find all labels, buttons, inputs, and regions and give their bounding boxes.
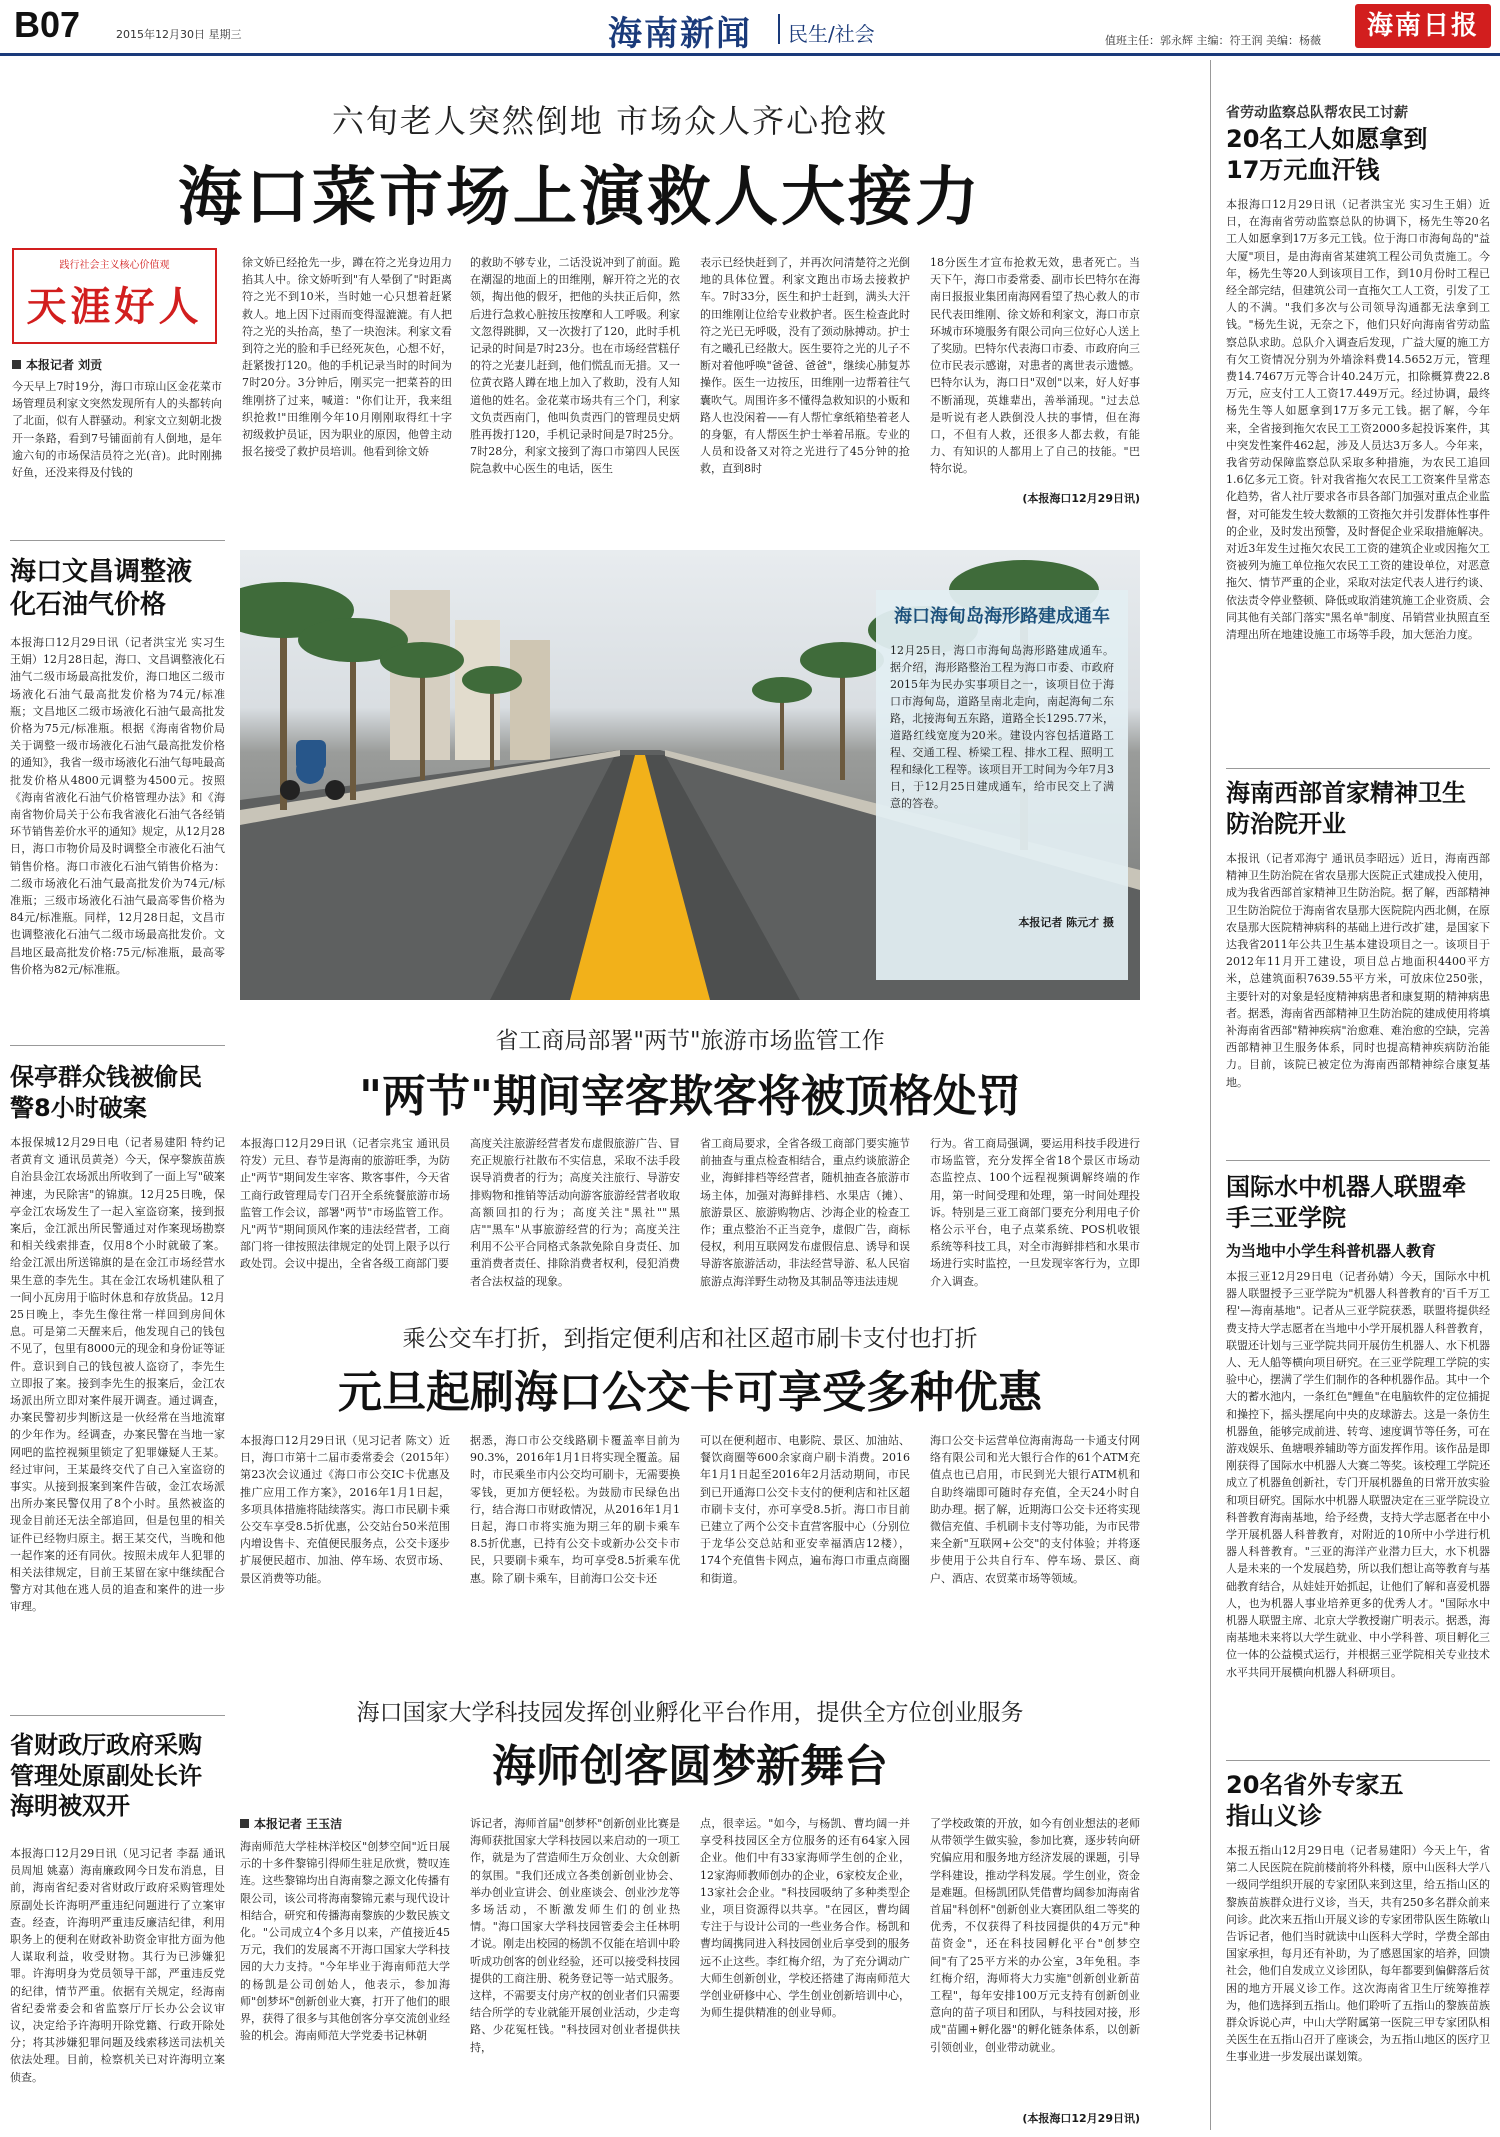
theft-top-rule: [10, 1045, 225, 1046]
road-photo: [240, 550, 1140, 1000]
official-headline: 省财政厅政府采购管理处原副处长许海明被双开: [10, 1731, 202, 1821]
experts-headline: 20名省外专家五指山义诊: [1226, 1771, 1404, 1830]
story1-col3: 的救助不够专业，二话没说冲到了前面。跪在潮湿的地面上的田维刚，解开符之光的衣领，掏出他的假牙，把他的头扶正后仰，然后进行急救心脏按压按摩和人工呼吸。利家文忽得跳脚，又一次拨打了120，此时手机记录的时间是7时23分。也在市场经营糕仔的符之光妻儿赶到，他们慌乱而无措。又一位黄衣路人蹲在地上加入了救助，没有人知道他的姓名。金花菜市场共有三个门，利家文负责西南门，他叫负责西门的管理员史炳胜再拨打120，手机记录时间是7时25分。7时28分，利家文接到了海口市第四人民医院急救中心医生的电话，医生: [470, 256, 680, 476]
bus-kicker: 乘公交车打折，到指定便利店和社区超市刷卡支付也打折: [402, 1326, 978, 1352]
issue-date: 2015年12月30日 星期三: [116, 28, 242, 41]
official-body: 本报海口12月29日讯（见习记者 李磊 通讯员周旭 姚嘉）海南廉政网今日发布消息，目前，海南省纪委对省财政厅政府采购管理处原副处长许海明严重违纪问题进行了立案审查。经查，许海明严重违反廉洁纪律，利用职务上的便利在财政补助资金审批方面为他人谋取利益，收受财物。其行为已涉嫌犯罪。许海明身为党员领导干部，严重违反党的纪律，情节严重。依据有关规定，经海南省纪委常委会和省监察厅厅长办公会议审议，决定给予许海明开除党籍、行政开除处分；将其涉嫌犯罪问题及线索移送司法机关依法处理。目前，检察机关已对许海明立案侦查。: [10, 1847, 225, 2084]
story1-dateline: (本报海口12月29日讯): [1022, 492, 1140, 505]
road-caption-box: [876, 590, 1128, 980]
tourism-col3: 省工商局要求，全省各级工商部门要实施节前抽查与重点检查相结合，重点约谈旅游企业，海鲜排档等经营者，随机抽查各旅游市场主体，加强对海鲜排档、水果店（摊）、旅游景区、旅游购物店、沙海企业的检查工作；重点整治不正当竞争，虚假广告，商标侵权，利用互联网发布虚假信息、诱导和误导游客旅游活动，非法经营导游、私人民宿旅游点海洋野生动物及其制品等违法违规: [700, 1137, 910, 1288]
story1-kicker: 六旬老人突然倒地 市场众人齐心抢救: [331, 102, 889, 140]
robot-headline: 国际水中机器人联盟牵手三亚学院: [1226, 1173, 1466, 1232]
story1-col5: 18分医生才宣布抢救无效，患者死亡。当天下午，海口市委常委、副市长巴特尔在海南日报报业集团南海网看望了热心救人的市民代表田维刚、徐文娇和利家文，海口市京环城市环境服务有限公司向三位好心人送上了奖励。巴特尔代表海口市委、市政府向三位市民表示感谢，对患者的离世表示遗憾。巴特尔认为，海口日"双创"以来，好人好事不断涌现，英雄辈出，善举涌现。"过去总是听说有老人跌倒没人扶的事情，但在海口，不但有人救，还很多人都去救，有能力、有知识的人都用上了自己的技能。"巴特尔说。: [930, 256, 1140, 476]
subsection-title: 民生/社会: [788, 22, 875, 46]
road-body: 12月25日，海口市海甸岛海形路建成通车。据介绍，海形路整治工程为海口市委、市政府2015年为民办实事项目之一，该项目位于海口市海甸岛，道路呈南北走向，南起海甸二东路，北接海甸五东路，道路全长1295.77米，道路红线宽度为20米。建设内容包括道路工程、交通工程、桥梁工程、排水工程、照明工程和绿化工程等。该项目开工时间为今年7月3日，于12月25日建成通车，给市民交上了满意的答卷。: [890, 644, 1114, 811]
logo-text: 海南日报: [1366, 11, 1479, 41]
bus-col2: 据悉，海口市公交线路刷卡覆盖率目前为90.3%，2016年1月1日将实现全覆盖。届时，市民乘坐市内公交均可刷卡，无需要换零钱，更加方便轻松。为鼓励市民绿色出行，结合海口市财政情况，从2016年1月1日起，海口市将实施为期三年的刷卡乘车8.5折优惠，已持有公交卡或新办公交卡市民，只要刷卡乘车，均可享受8.5折乘车优惠。除了刷卡乘车，目前海口公交卡还: [470, 1434, 680, 1585]
fuel-top-rule: [10, 540, 225, 541]
tourism-col1: 本报海口12月29日讯（记者宗兆宝 通讯员符发）元旦、春节是海南的旅游旺季，为防止"两节"期间发生宰客、欺客事件，今天省工商行政管理局专门召开全系统餐旅游市场监管工作会议，部署"两节"市场监管工作。凡"两节"期间顶风作案的违法经营者，工商部门将一律按照法律规定的处罚上限予以行政处罚。会议中提出，全省各级工商部门要: [240, 1137, 450, 1271]
story1-col1: 今天早上7时19分，海口市琼山区金花菜市场管理员利家文突然发现所有人的头都转向了北面，似有人群骚动。利家文立刻朝北拨开一条路，看到7号铺面前有人倒地，是年逾六旬的市场保洁员符之光(音)。此时刚拂好鱼，还没来得及付钱的: [12, 380, 222, 480]
hackers-byline-text: 本报记者 王玉洁: [254, 1817, 343, 1831]
experts-top-rule: [1226, 1760, 1490, 1761]
hackers-headline: 海师创客圆梦新舞台: [492, 1741, 888, 1792]
tourism-kicker: 省工商局部署"两节"旅游市场监管工作: [495, 1028, 885, 1054]
mental-body: 本报讯（记者邓海宁 通讯员李昭远）近日，海南西部精神卫生防治院在省农垦那大医院正式建成投入使用，成为我省西部首家精神卫生防治院。据了解，西部精神卫生防治院位于海南省农垦那大医院院内西北侧，在原农垦那大医院精神病科的基础上进行改扩建，是国家下达我省2011年公共卫生基本建设项目之一。该项目于2012年11月开工建设，项目总占地面积4400平方米，总建筑面积7639.55平方米，可放床位250张，主要针对的对象是轻度精神病患者和康复期的精神病患者。据悉，海南省西部精神卫生防治院的建成使用将填补海南省西部"精神疾病"治愈难、难治愈的空缺，完善西部精神卫生服务体系，同时也提高精神疾病防治能力。目前，该院已被定位为海南西部精神综合康复基地。: [1226, 852, 1490, 1089]
road-photo-credit: 本报记者 陈元才 摄: [1018, 916, 1114, 930]
wages-headline: 20名工人如愿拿到17万元血汗钱: [1226, 125, 1428, 184]
tourism-col2: 高度关注旅游经营者发布虚假旅游广告、冒充正规旅行社散布不实信息，采取不法手段误导消费者的行为；高度关注旅行、导游安排购物和推销等活动向游客旅游经营者收取高额回扣的行为；高度关注"黑社""黑店""黑车"从事旅游经营的行为；高度关注利用不公平合同格式条款免除自身责任、加重消费者责任、排除消费者权利，侵犯消费者合法权益的现象。: [470, 1137, 680, 1288]
fuel-headline: 海口文昌调整液化石油气价格: [10, 557, 193, 621]
fuel-body: 本报海口12月29日讯（记者洪宝光 实习生王娟）12月28日起，海口、文昌调整液化石油气二级市场最高批发价，海口地区二级市场液化石油气最高批发价格为74元/标准瓶；文昌地区二级市场液化石油气最高批发价格为75元/标准瓶。根据《海南省物价局关于调整一级市场液化石油气最高批发价格的通知》，我省一级市场液化石油气每吨最高批发价格从4800元调整为4500元。按照《海南省液化石油气价格管理办法》和《海南省物价局关于公布我省液化石油气各经销环节销售差价水平的通知》规定，从12月28日，海口市物价局及时调整全市液化石油气销售价格。海口市液化石油气销售价格为：二级市场液化石油气最高批发价为74元/标准瓶；三级市场液化石油气最高零售价格为84元/标准瓶。同样，12月28日起，文昌市也调整液化石油气二级市场最高批发价。文昌地区最高批发价格:75元/标准瓶，最高零售价格为82元/标准瓶。: [10, 636, 225, 976]
story1-byline: [12, 356, 102, 373]
story1-headline: 海口菜市场上演救人大接力: [178, 161, 982, 235]
hackers-col1: 海南师范大学桂林洋校区"创梦空间"近日展示的十多件黎锦引得师生驻足欣赏，赞叹连连。这些黎锦均出自海南黎之源文化传播有限公司，该公司将海南黎锦元素与现代设计相结合，研究和传播海南黎族的少数民族文化。"公司成立4个多月以来，产值接近45万元，我们的发展离不开海口国家大学科技园的大力支持。"今年毕业于海南师范大学的杨凯是公司创始人，他表示，参加海师"创梦坏"创新创业大赛，打开了他们的眼界，获得了很多与其他创客分享交流创业经验的机会。海南师范大学党委书记林朝: [240, 1840, 450, 2043]
hackers-col2: 诉记者，海师首届"创梦杯"创新创业比赛是海师获批国家大学科技园以来启动的一项工作，就是为了营造师生万众创业、大众创新的氛围。"我们还成立各类创新创业协会、举办创业宣讲会、创业座谈会、创业沙龙等多场活动，不断激发师生们的创业热情。"海口国家大学科技园管委会主任林明才说。刚走出校园的杨凯不仅能在培训中聆听成功创客的创业经验，还可以接受科技园提供的工商注册、税务登记等一站式服务。这样，不需要支付房产权的创业者们只需要结合所学的专业就能开展创业活动，少走弯路、少花冤枉钱。"科技园对创业者提供扶持，: [470, 1817, 680, 2054]
story1-byline-text: 本报记者 刘贡: [26, 358, 103, 372]
wages-body: 本报海口12月29日讯（记者洪宝光 实习生王娟）近日，在海南省劳动监察总队的协调下，杨先生等20名工人如愿拿到17万多元工钱。位于海口市海甸岛的"益大厦"项目，是由海南省某建筑工程公司负责施工。今年，杨先生等20人到该项目工作，到10月份时工程已经全部完结，但建筑公司一直拖欠工人工资，引发了工人的不满。"我们多次与公司领导沟通都无法拿到工钱。"杨先生说，无奈之下，他们只好向海南省劳动监察总队求助。总队介入调查后发现，广益大厦的施工方有欠工资情况分别为外墙涂料费14.5652万元，管理费14.7467万元等合计40.24万元，扣除概算费22.8万元，应支付工人工资17.449万元。经过协调，最终杨先生等人如愿拿到17万多元工钱。据了解，今年来，全省接到拖欠农民工工资2000多起投诉案件，其中突发性案件462起，涉及人员达3万多人。今年来，我省劳动保障监察总队采取多种措施，为农民工追回1.6亿多元工资。针对我省拖欠农民工工资案件呈常态化趋势，省人社厅要求各市县各部门加强对重点企业监督，对可能发生较大数额的工资拖欠并引发群体性事件的企业，及时发出预警，及时督促企业采取措施解决。对近3年发生过拖欠农民工工资的建筑企业或因拖欠工资被列为施工单位拖欠农民工工资的建设单位，对恶意拖欠、情节严重的企业，采取对法定代表人进行约谈、依法责令停业整顿、降低或取消建筑施工企业资质、会同其他有关部门落实"黑名单"制度、吊销营业执照直至清理出所在地建设施工市场等手段，加大惩治力度。: [1226, 198, 1490, 642]
hackers-byline: [240, 1815, 342, 1832]
experts-body: 本报五指山12月29日电（记者易建阳）今天上午，省第二人民医院在院前楼前将外科楼，原中山医科大学八一级同学组织开展的专家团队来到这里，给五指山区的黎族苗族群众进行义诊，当天，共有250多名群众前来问诊。此次来五指山开展义诊的专家团带队医生陈敏山告诉记者，他们当时就读中山医科大学时，学费全部由国家承担，每月还有补助，为了感恩国家的培养，回馈社会，他们自发成立义诊团队，每年都要到偏僻落后贫困的地方开展义诊工作。这次海南省卫生厅统筹推荐为，他们选择到五指山。他们聆听了五指山的黎族苗族群众诉说心声，中山大学附属第一医院三甲专家团队相关医生在五指山召开了座谈会，为五指山地区的医疗卫生事业进一步发展出谋划策。: [1226, 1844, 1490, 2064]
theft-body: 本报保城12月29日电（记者易建阳 特约记者黄育文 通讯员黄尧）今天，保亭黎族苗族自治县金江农场派出所收到了一面上写"破案神速，为民除害"的锦旗。12月25日晚，保亭金江农场发生了一起入室盗窃案，接到报案后，金江派出所民警通过对作案现场勘察和相关线索排查，仅用8个小时就破了案。给金江派出所送锦旗的是在金江市场经营水果生意的李先生。其在金江农场机建队租了一间小瓦房用于临时休息和存放货品。12月25日晚上，李先生像往常一样回到房间休息。可是第二天醒来后，他发现自己的钱包不见了，包里有8000元的现金和身份证等证件。意识到自己的钱包被人盗窃了，李先生立即报了案。接到李先生的报案后，金江农场派出所立即对案件展开调查。通过调查，办案民警初步判断这是一伙经常在当地流窜的少年作为。经调查，办案民警在当地一家网吧的监控视频里锁定了犯罪嫌疑人王某。经过审问，王某最终交代了自己入室盗窃的事实。从接到报案到案件告破，金江农场派出所办案民警仅用了8个小时。虽然被盗的现金目前还无法全部追回，但是包里的相关证件已经物归原主。据王某交代，当晚和他一起作案的还有同伙。按照未成年人犯罪的相关法律规定，目前王某留在家中继续配合警方对其他在逃人员的追查和案件的进一步审理。: [10, 1136, 225, 1614]
theft-headline: 保亭群众钱被偷民警8小时破案: [10, 1063, 202, 1122]
mental-top-rule: [1226, 768, 1490, 769]
section-divider: [778, 14, 780, 44]
badge-name: 天涯好人: [26, 283, 203, 330]
bus-col1: 本报海口12月29日讯（见习记者 陈文）近日，海口市第十二届市委常委会（2015年）第23次会议通过《海口市公交IC卡优惠及推广应用工作方案》，2016年1月1日起，多项具体措施将陆续落实。海口市民刷卡乘公交车享受8.5折优惠，公交站台50米范围内增设售卡、充值便民服务点，公交卡逐步扩展便民超市、加油、停车场、农贸市场、景区消费等功能。: [240, 1434, 450, 1585]
tourism-headline: "两节"期间宰客欺客将被顶格处罚: [359, 1071, 1021, 1122]
bus-headline: 元旦起刷海口公交卡可享受多种优惠: [338, 1367, 1042, 1418]
hackers-dateline: (本报海口12月29日讯): [1022, 2112, 1140, 2125]
good-people-badge: [12, 248, 217, 344]
wages-kicker: 省劳动监察总队帮农民工讨薪: [1226, 105, 1408, 121]
masthead: [0, 0, 1500, 56]
robot-subheadline: 为当地中小学生科普机器人教育: [1226, 1242, 1437, 1260]
mental-headline: 海南西部首家精神卫生防治院开业: [1226, 779, 1466, 838]
hackers-kicker: 海口国家大学科技园发挥创业孵化平台作用，提供全方位创业服务: [356, 1700, 1024, 1726]
hackers-col3: 点，很幸运。"如今，与杨凯、曹均阔一并享受科技园区全方位服务的还有64家入园企业。他们中有33家海师学生创的企业，12家海师教师创办的企业，6家校友企业，13家社会企业。"科技园吸纳了多种类型企业，项目资源得以共享。"在园区，曹均阔专注于与设计公司的一些业务合作。杨凯和曹均阔携同进入科技园创业后享受到的服务远不止这些。李红梅介绍，为了充分调动广大师生创新创业，学校还搭建了海南师范大学创业研修中心、学生创业创新培训中心，为师生提供精准的创业导师。: [700, 1817, 910, 2020]
bus-col4: 海口公交卡运营单位海南海岛一卡通支付网络有限公司和光大银行合作的61个ATM充值点也已启用，市民到光大银行ATM机和自助终端即可随时存充值，全天24小时自助办理。据了解，近期海口公交卡还将实现微信充值、手机刷卡支付等功能，为市民带来全新"互联网+公交"的支付体验；并将逐步使用于公共自行车、停车场、景区、商户、酒店、农贸菜市场等领域。: [930, 1434, 1140, 1585]
section-title: 海南新闻: [608, 14, 752, 54]
badge-topline: 践行社会主义核心价值观: [59, 260, 170, 271]
official-top-rule: [10, 1715, 225, 1716]
tourism-col4: 行为。省工商局强调，要运用科技手段进行市场监管，充分发挥全省18个景区市场动态监控点、100个远程视频调解终端的作用，第一时间受理和处理，第一时间处理投诉。特别是三亚工商部门要充分利用电子价格公示平台，电子点菜系统、POS机收银系统等科技工具，对全市海鲜排档和水果市场进行实时监控，一旦发现宰客行为，立即介入调查。: [930, 1137, 1140, 1288]
column-divider: [1210, 60, 1211, 2130]
road-headline: 海口海甸岛海形路建成通车: [894, 606, 1110, 627]
robot-body: 本报三亚12月29日电（记者孙婧）今天，国际水中机器人联盟授予三亚学院为"机器人科普教育的'百千万工程'—海南基地"。记者从三亚学院获悉，联盟将提供经费支持大学志愿者在当地中小学开展机器人科普教育，联盟还计划与三亚学院共同开展仿生机器人、水下机器人、无人船等横向项目研究。在三亚学院理工学院的实验中心，摆满了学生们制作的各种机器作品。其中一个大的蓄水池内，一条红色"鲤鱼"在电脑软件的定位捕捉和操控下，摇头摆尾向中央的皮球游去。这是一条仿生机器鱼，能够完成前进、转弯、速度调节等任务，可在游戏娱乐、鱼塘喂养辅助等方面发挥作用。该作品是即刚获得了国际水中机器人大赛二等奖。该校理工学院还成立了机器鱼创新社，专门开展机器鱼的日常开放实验和项目研究。国际水中机器人联盟决定在三亚学院设立科普教育海南基地，给予经费，支持大学志愿者在中小学开展机器人科普教育，对附近的10所中小学进行机器人科普教育。"三亚的海洋产业潜力巨大，水下机器人是未来的一个发展趋势，所以我们想让高等教育与基础教育结合，从娃娃开始抓起，让他们了解和喜爱机器人，也为机器人事业培养更多的优秀人才。"国际水中机器人联盟主席、北京大学教授谢广明表示。据悉，海南基地未来将以大学生就业、中小学科普、项目孵化三位一体的公益模式运行，并根据三亚学院相关专业技术水平共同开展横向机器人科研项目。: [1226, 1270, 1490, 1679]
robot-top-rule: [1226, 1160, 1490, 1161]
bus-col3: 可以在便利超市、电影院、景区、加油站、餐饮商圈等600余家商户刷卡消费。2016年1月1日起至2016年2月活动期间，市民到已开通海口公交卡支付的便利店和社区超市刷卡支付，亦可享受8.5折。海口市目前已建立了两个公交卡直营客服中心（分别位于龙华公交总站和亚安幸福酒店12楼），174个充值售卡网点，遍布海口市重点商圈和街道。: [700, 1434, 910, 1585]
page-number: B07: [14, 4, 81, 45]
newspaper-logo: [1355, 4, 1491, 48]
editor-credits: 值班主任：郭永辉 主编：符王润 美编：杨薇: [1105, 34, 1321, 47]
hackers-col4: 了学校政策的开放，如今有创业想法的老师从带领学生做实验，参加比赛，逐步转向研究偏应用和服务地方经济发展的课题，引导学科建设，推动学科发展。学生创业，资金是难题。但杨凯团队凭借曹均阔参加海南省首届"科创杯"创新创业大赛团队组二等奖的优秀，不仅获得了科技园提供的4万元"种苗资金"，还在科技园孵化平台"创梦空间"有了25平方米的办公室，3年免租。李红梅介绍，海师将大力实施"创新创业新苗工程"，每年安排100万元支持有创新创业意向的苗子项目和团队，与科技园对接，形成"苗圃+孵化器"的孵化链条体系，以创新引领创业，创业带动就业。: [930, 1817, 1140, 2054]
story1-col2: 徐文娇已经抢先一步，蹲在符之光身边用力掐其人中。徐文娇听到"有人晕倒了"时距离符之光不到10米，当时她一心只想着赶紧救人。地上因下过雨而变得湿漉漉。有人把符之光的头抬高，垫了一块泡沫。利家文看到符之光的脸和手已经死灰色，心想不好，赶紧拨打120。他的手机记录当时的时间为7时20分。3分钟后，刚买完一把菜苔的田维刚挤了过来，喊道："你们让开，我来组织抢救!"田维刚今年10月刚刚取得红十字初级救护员证，因为职业的原因，他曾主动报名接受了救护员培训。他看到徐文娇: [242, 256, 452, 459]
story1-col4: 表示已经快赶到了，并再次问清楚符之光倒地的具体位置。利家文跑出市场去接救护车。7时33分，医生和护士赶到，满头大汗的田维刚让位给专业救护者。医生检查此时符之光已无呼吸，没有了颈动脉搏动。护士有之曦孔已经散大。医生要符之光的儿子不断对着他呼唤"爸爸、爸爸"，继续心肺复苏操作。医生一边按压，田维刚一边帮着往气囊吹气。周围许多不懂得急救知识的小贩和路人也没闲着——有人帮忙拿纸箱垫着老人的身躯，有人帮医生护士举着吊瓶。专业的人员和设备又对符之光进行了45分钟的抢救，直到8时: [700, 256, 910, 476]
